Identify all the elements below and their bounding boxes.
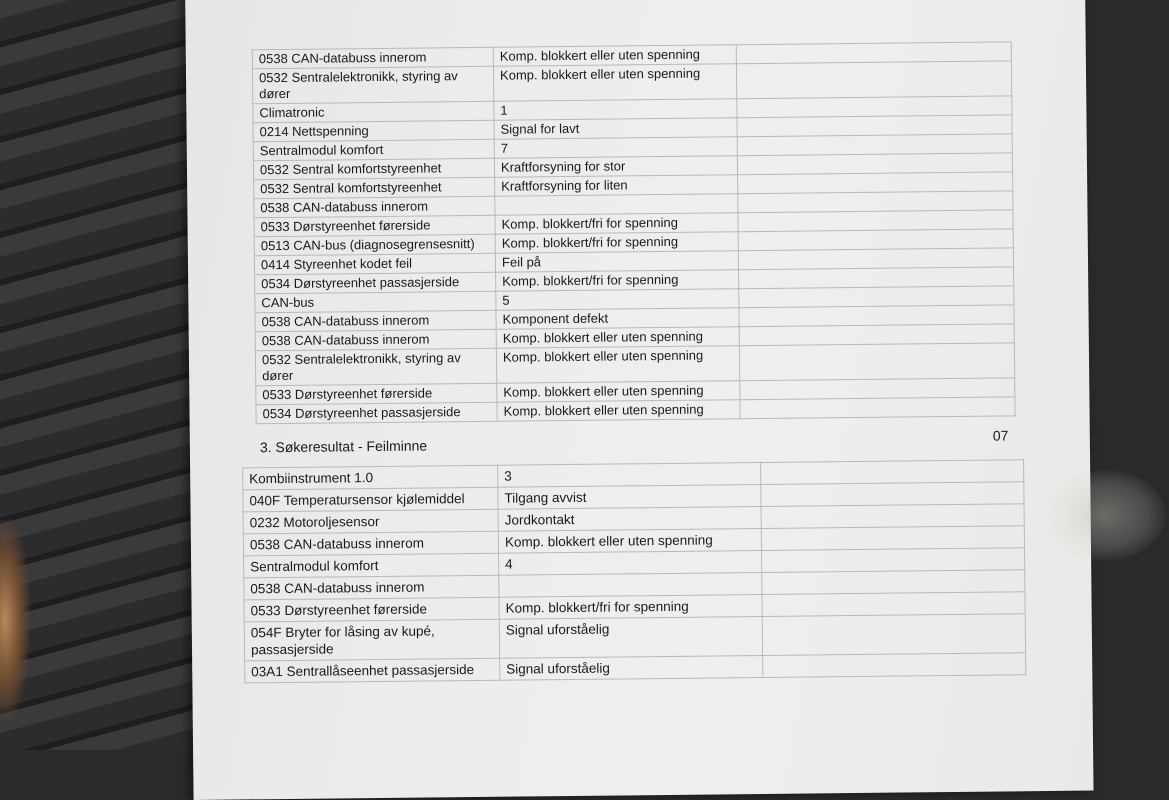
- fault-code-cell: Sentralmodul komfort: [244, 553, 499, 578]
- fault-code-cell: 0533 Dørstyreenhet førerside: [244, 597, 499, 622]
- fault-code-cell: 0532 Sentral komfortstyreenhet: [254, 177, 495, 199]
- paper-stain: [1045, 470, 1166, 561]
- empty-cell: [762, 548, 1025, 573]
- fault-status-cell: Komp. blokkert eller uten spenning: [498, 528, 761, 553]
- fault-status-cell: Kraftforsyning for liten: [495, 175, 738, 197]
- fault-code-cell: Climatronic: [253, 101, 494, 123]
- fault-status-cell: Komp. blokkert/fri for spenning: [495, 213, 738, 235]
- fault-code-cell: 0538 CAN-databuss innerom: [243, 531, 498, 556]
- fault-code-cell: CAN-bus: [255, 291, 496, 313]
- fault-status-cell: 3: [498, 462, 761, 487]
- empty-cell: [736, 61, 1011, 99]
- fault-status-cell: [495, 194, 738, 216]
- fault-status-cell: Komp. blokkert eller uten spenning: [493, 64, 736, 102]
- fault-status-cell: Tilgang avvist: [498, 484, 761, 509]
- empty-cell: [762, 614, 1025, 656]
- empty-cell: [762, 570, 1025, 595]
- edge-text: 07: [992, 427, 1009, 444]
- fault-status-cell: Komp. blokkert eller uten spenning: [496, 327, 739, 349]
- fault-status-cell: Feil på: [495, 251, 738, 273]
- fault-status-cell: Komp. blokkert/fri for spenning: [495, 232, 738, 254]
- empty-cell: [739, 343, 1014, 381]
- fault-status-cell: Signal uforståelig: [499, 616, 762, 658]
- fault-code-cell: 03A1 Sentrallåseenhet passasjerside: [245, 658, 500, 683]
- fault-code-cell: 0532 Sentralelektronikk, styring av dører: [252, 66, 493, 104]
- fault-code-cell: 0532 Sentralelektronikk, styring av dører: [255, 348, 496, 386]
- fault-status-cell: Komp. blokkert eller uten spenning: [497, 381, 740, 403]
- fault-code-cell: 0533 Dørstyreenhet førerside: [254, 215, 495, 237]
- fault-status-cell: Signal for lavt: [494, 118, 737, 140]
- fault-status-cell: 1: [494, 99, 737, 121]
- empty-cell: [761, 482, 1024, 507]
- fault-code-cell: 0414 Styreenhet kodet feil: [254, 253, 495, 275]
- fault-code-cell: 0214 Nettspenning: [253, 120, 494, 142]
- fault-code-cell: 0538 CAN-databuss innerom: [244, 575, 499, 600]
- fault-code-cell: 0538 CAN-databuss innerom: [255, 329, 496, 351]
- fault-code-cell: 040F Temperatursensor kjølemiddel: [243, 487, 498, 512]
- fault-code-cell: Sentralmodul komfort: [253, 139, 494, 161]
- paper-sheet: [185, 0, 1094, 800]
- fault-code-cell: 0538 CAN-databuss innerom: [254, 196, 495, 218]
- fault-code-cell: 0513 CAN-bus (diagnosegrensesnitt): [254, 234, 495, 256]
- fault-code-cell: 054F Bryter for låsing av kupé, passasjerside: [244, 619, 499, 661]
- fault-status-cell: 5: [496, 289, 739, 311]
- fault-code-cell: 0533 Dørstyreenhet førerside: [256, 383, 497, 405]
- fault-status-cell: 7: [494, 137, 737, 159]
- fault-code-cell: 0534 Dørstyreenhet passasjerside: [256, 402, 497, 424]
- empty-cell: [761, 460, 1024, 485]
- fault-status-cell: Komp. blokkert/fri for spenning: [499, 594, 762, 619]
- fault-status-cell: Komp. blokkert eller uten spenning: [496, 346, 739, 384]
- fault-status-cell: Komponent defekt: [496, 308, 739, 330]
- empty-cell: [762, 592, 1025, 617]
- fault-status-cell: 4: [499, 550, 762, 575]
- fault-code-cell: 0534 Dørstyreenhet passasjerside: [255, 272, 496, 294]
- fault-code-cell: 0538 CAN-databuss innerom: [255, 310, 496, 332]
- fault-status-cell: [499, 572, 762, 597]
- fault-status-cell: Jordkontakt: [498, 506, 761, 531]
- section-heading: 3. Søkeresultat - Feilminne: [259, 437, 428, 456]
- fault-code-cell: 0232 Motoroljesensor: [243, 509, 498, 534]
- empty-cell: [761, 526, 1024, 551]
- fault-table-2: [242, 459, 1026, 683]
- empty-cell: [763, 653, 1026, 678]
- fault-status-cell: Kraftforsyning for stor: [494, 156, 737, 178]
- fault-status-cell: Komp. blokkert eller uten spenning: [493, 45, 736, 67]
- fault-code-cell: 0538 CAN-databuss innerom: [252, 47, 493, 69]
- fault-status-cell: Signal uforståelig: [500, 655, 763, 680]
- fault-code-cell: Kombiinstrument 1.0: [243, 465, 498, 490]
- fault-code-cell: 0532 Sentral komfortstyreenhet: [253, 158, 494, 180]
- background-object: [0, 520, 30, 720]
- fault-table-1: [252, 41, 1016, 424]
- fault-status-cell: Komp. blokkert eller uten spenning: [497, 400, 740, 422]
- empty-cell: [761, 504, 1024, 529]
- empty-cell: [740, 397, 1015, 419]
- fault-status-cell: Komp. blokkert/fri for spenning: [496, 270, 739, 292]
